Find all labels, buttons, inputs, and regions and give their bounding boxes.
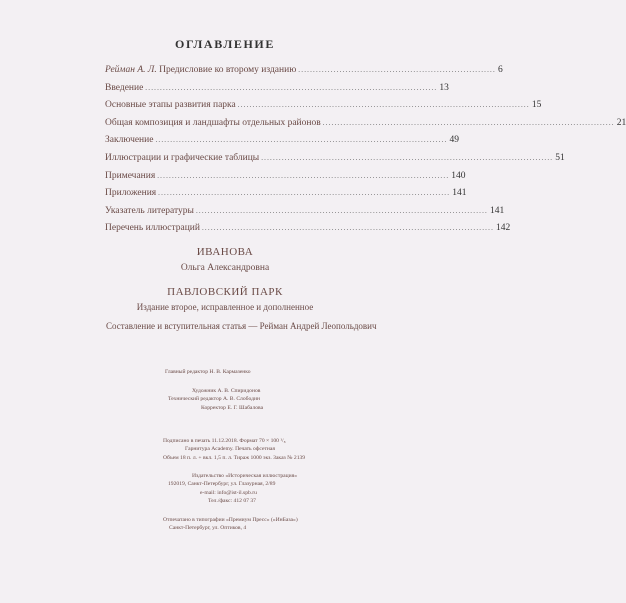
toc-leader-dots: ................................................................................................... — [195, 206, 489, 215]
publisher-line: e-mail: info@ist-il.spb.ru — [200, 489, 257, 496]
toc-entry-label: Иллюстрации и графические таблицы — [105, 152, 260, 163]
toc-entry-label: Общая композиция и ландшафты отдельных районов — [105, 117, 321, 128]
toc-entry-author: Рейман А. Л. — [105, 65, 157, 75]
toc-entry — [105, 115, 626, 133]
toc-leader-dots: ................................................................................................... — [237, 101, 530, 110]
toc-entry — [105, 185, 467, 203]
toc-entry — [105, 150, 565, 168]
toc-entry-page: 15 — [531, 100, 542, 111]
toc-leader-dots: ................................................................................................... — [155, 136, 448, 145]
print-info-line: Объем 18 п. л. + вкл. 1,5 п. л. Тираж 1000 экз. Заказ № 2139 — [163, 454, 306, 461]
toc-entry-label: Заключение — [105, 135, 154, 146]
toc-entry-label: Указатель литературы — [105, 205, 194, 216]
book-title: ПАВЛОВСКИЙ ПАРК — [167, 286, 283, 298]
toc-entry-page: 49 — [449, 135, 460, 146]
printing-house-line: Отпечатано в типографии «Премиум Пресс» («ИнБаза») — [163, 517, 298, 523]
printing-house-line: Санкт-Петербург, ул. Оптиков, 4 — [169, 525, 247, 532]
toc-leader-dots: ................................................................................................... — [158, 189, 451, 198]
toc-leader-dots: ................................................................................................... — [201, 224, 495, 233]
toc-entry — [105, 97, 542, 115]
toc-entry-label: Предисловие ко второму изданию — [159, 65, 297, 75]
toc-entry-page: 51 — [555, 152, 565, 163]
print-info — [163, 437, 305, 462]
toc-entry-label: Основные этапы развития парка — [105, 100, 236, 111]
toc-leader-dots: ................................................................................................... — [261, 153, 554, 162]
toc-entry-page: 142 — [496, 223, 511, 234]
toc-leader-dots: ................................................................................................... — [157, 171, 450, 180]
toc-entry-page: 141 — [452, 188, 467, 199]
staff-credits — [168, 387, 263, 412]
toc-entry-label: Перечень иллюстраций — [105, 223, 200, 234]
toc-entry-page: 140 — [451, 170, 466, 181]
toc-entry-page: 6 — [497, 65, 503, 75]
toc-entry-page: 141 — [490, 205, 505, 216]
edition-note: Издание второе, исправленное и дополненное — [136, 302, 314, 312]
toc-entry — [105, 62, 503, 80]
toc-entry-page: 13 — [439, 82, 449, 93]
toc-entry-label: Приложения — [105, 188, 157, 199]
publisher-line: Тел./факс: 412 07 37 — [208, 498, 256, 505]
toc-entry-label: Введение — [105, 82, 144, 93]
printing-house-info — [163, 516, 298, 533]
table-of-contents — [105, 62, 626, 238]
toc-leader-dots: ................................................................................................... — [322, 118, 615, 127]
credit-line: Технический редактор А. В. Слободин — [168, 396, 260, 403]
compiler-credit: Составление и вступительная статья — Рейман Андрей Леопольдович — [106, 321, 377, 331]
publisher-line: Издательство «Историческая иллюстрация» — [192, 473, 297, 479]
chief-editor-credit: Главный редактор Н. В. Кармазенко — [165, 369, 251, 375]
toc-entry — [105, 132, 460, 150]
author-surname: ИВАНОВА — [196, 246, 254, 258]
credit-line: Корректор Е. Г. Шабалова — [201, 404, 264, 411]
toc-entry-label: Примечания — [105, 170, 156, 181]
toc-entry — [105, 80, 449, 98]
publisher-info — [168, 472, 297, 506]
toc-heading: ОГЛАВЛЕНИЕ — [175, 37, 275, 51]
toc-entry — [105, 203, 505, 221]
credit-line: Художник А. В. Спиридонов — [192, 388, 261, 394]
toc-leader-dots: ................................................................................................... — [145, 83, 438, 92]
toc-entry — [105, 220, 511, 238]
print-info-line: Гарнитура Academy. Печать офсетная — [185, 446, 275, 453]
toc-entry — [105, 168, 466, 186]
publisher-line: 192019, Санкт-Петербург, ул. Глазурная, 2/89 — [168, 481, 276, 488]
toc-leader-dots: ................................................................... — [298, 66, 496, 74]
print-info-line: Подписано в печать 11.12.2018. Формат 70 × 100 ¹/₈ — [163, 438, 286, 444]
toc-entry-page: 21 — [616, 117, 626, 128]
author-name: Ольга Александровна — [180, 263, 270, 273]
